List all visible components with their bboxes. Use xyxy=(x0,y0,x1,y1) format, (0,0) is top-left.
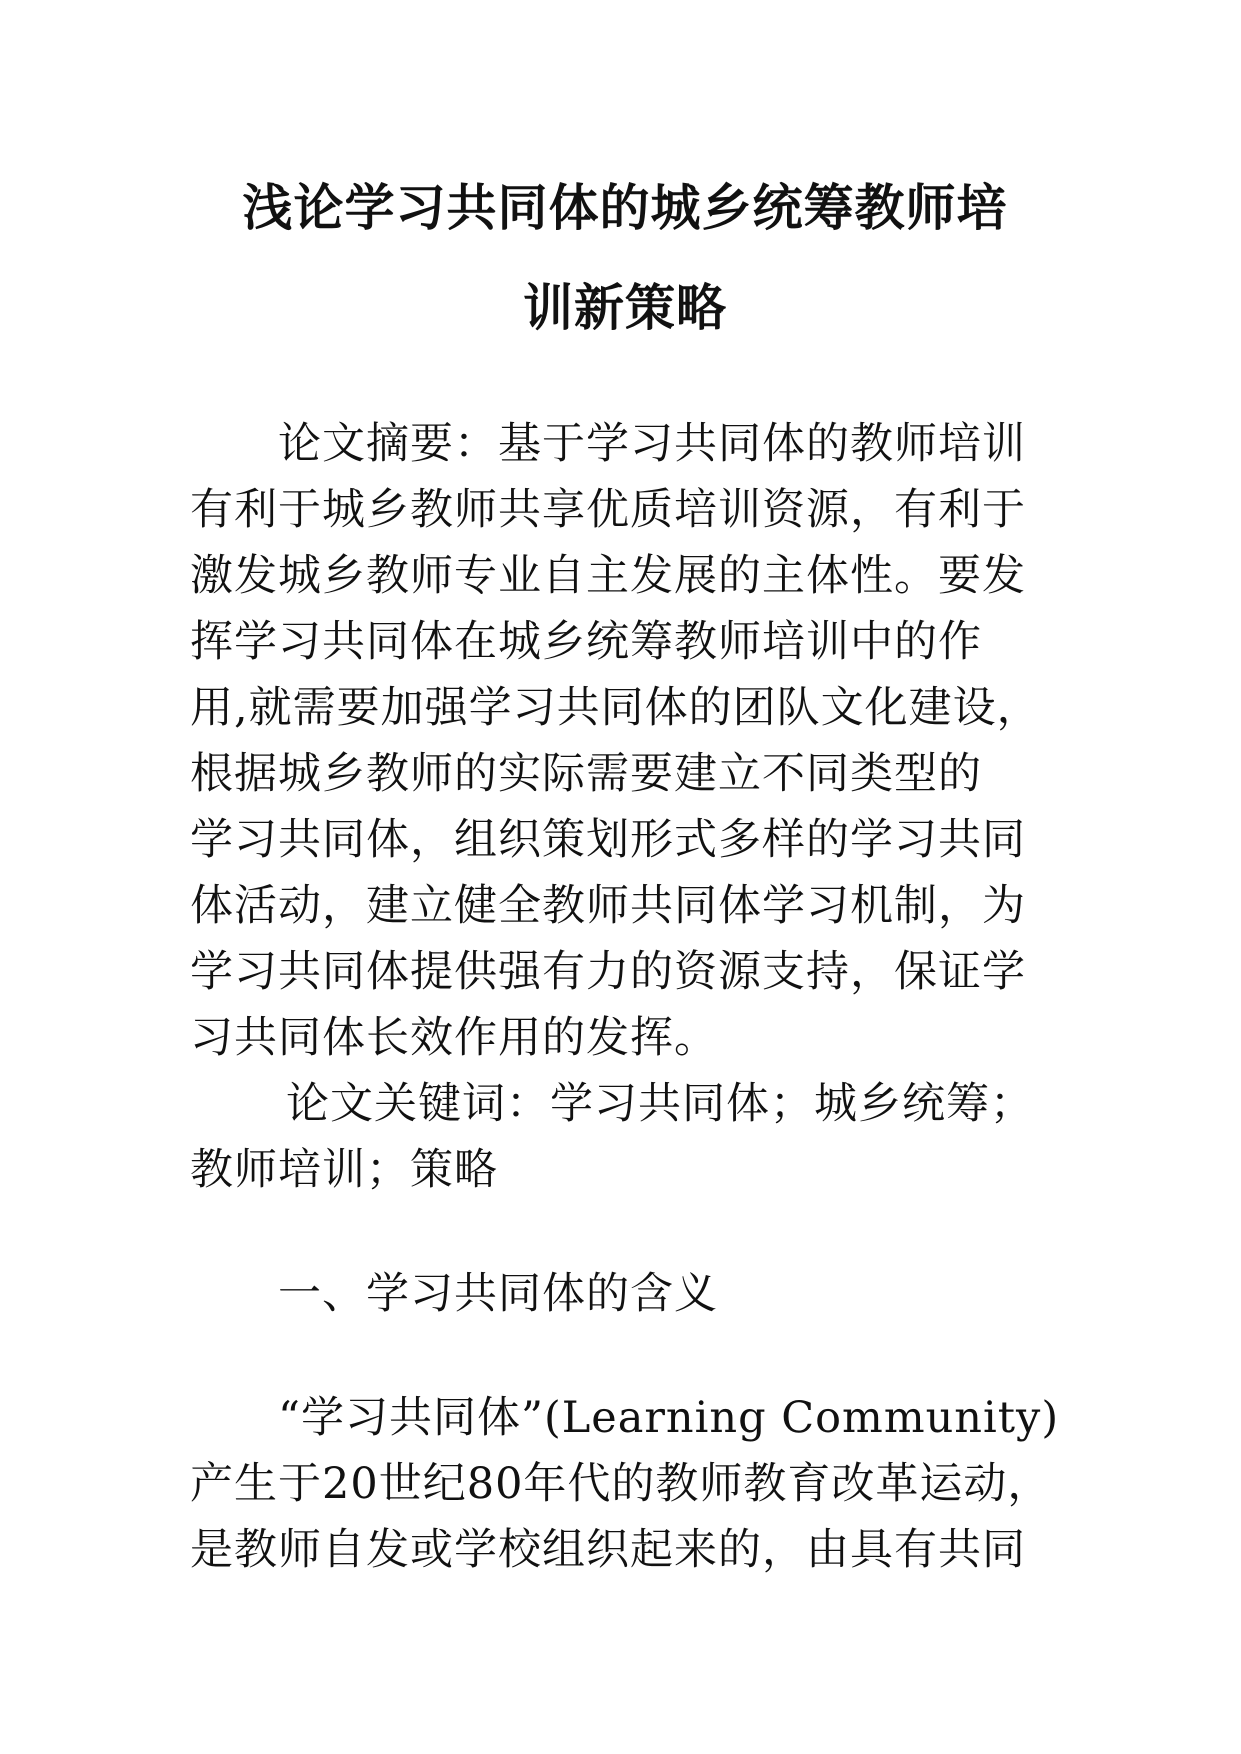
spacer xyxy=(190,1203,1060,1261)
section-heading: 一、学习共同体的含义 xyxy=(278,1269,718,1319)
title-line-1: 浅论学习共同体的城乡统筹教师培 xyxy=(242,179,1008,237)
abstract-line: 激发城乡教师专业自主发展的主体性。要发 xyxy=(190,551,1026,601)
abstract-line: 论文摘要：基于学习共同体的教师培训 xyxy=(278,419,1026,469)
abstract-line: 学习共同体提供强有力的资源支持，保证学 xyxy=(190,947,1026,997)
spacer xyxy=(190,1327,1060,1385)
document-body xyxy=(190,411,1060,1583)
section-line: 是教师自发或学校组织起来的，由具有共同 xyxy=(190,1525,1026,1575)
section-line: 产生于20世纪80年代的教师教育改革运动， xyxy=(190,1459,1052,1509)
abstract-line: 体活动，建立健全教师共同体学习机制，为 xyxy=(190,881,1026,931)
abstract-line: 有利于城乡教师共享优质培训资源，有利于 xyxy=(190,485,1026,535)
keywords-line: 教师培训；策略 xyxy=(190,1145,498,1195)
abstract-line: 习共同体长效作用的发挥。 xyxy=(190,1013,718,1063)
abstract-line: 挥学习共同体在城乡统筹教师培训中的作 xyxy=(190,617,982,667)
keywords-line: 论文关键词：学习共同体；城乡统筹； xyxy=(286,1079,1034,1129)
abstract-line: 学习共同体，组织策划形式多样的学习共同 xyxy=(190,815,1026,865)
abstract-line: 根据城乡教师的实际需要建立不同类型的 xyxy=(190,749,982,799)
title-line-2: 训新策略 xyxy=(523,279,727,337)
abstract-line: 用,就需要加强学习共同体的团队文化建设， xyxy=(190,683,1041,733)
section-line: “学习共同体”(Learning Community) xyxy=(278,1393,1060,1443)
